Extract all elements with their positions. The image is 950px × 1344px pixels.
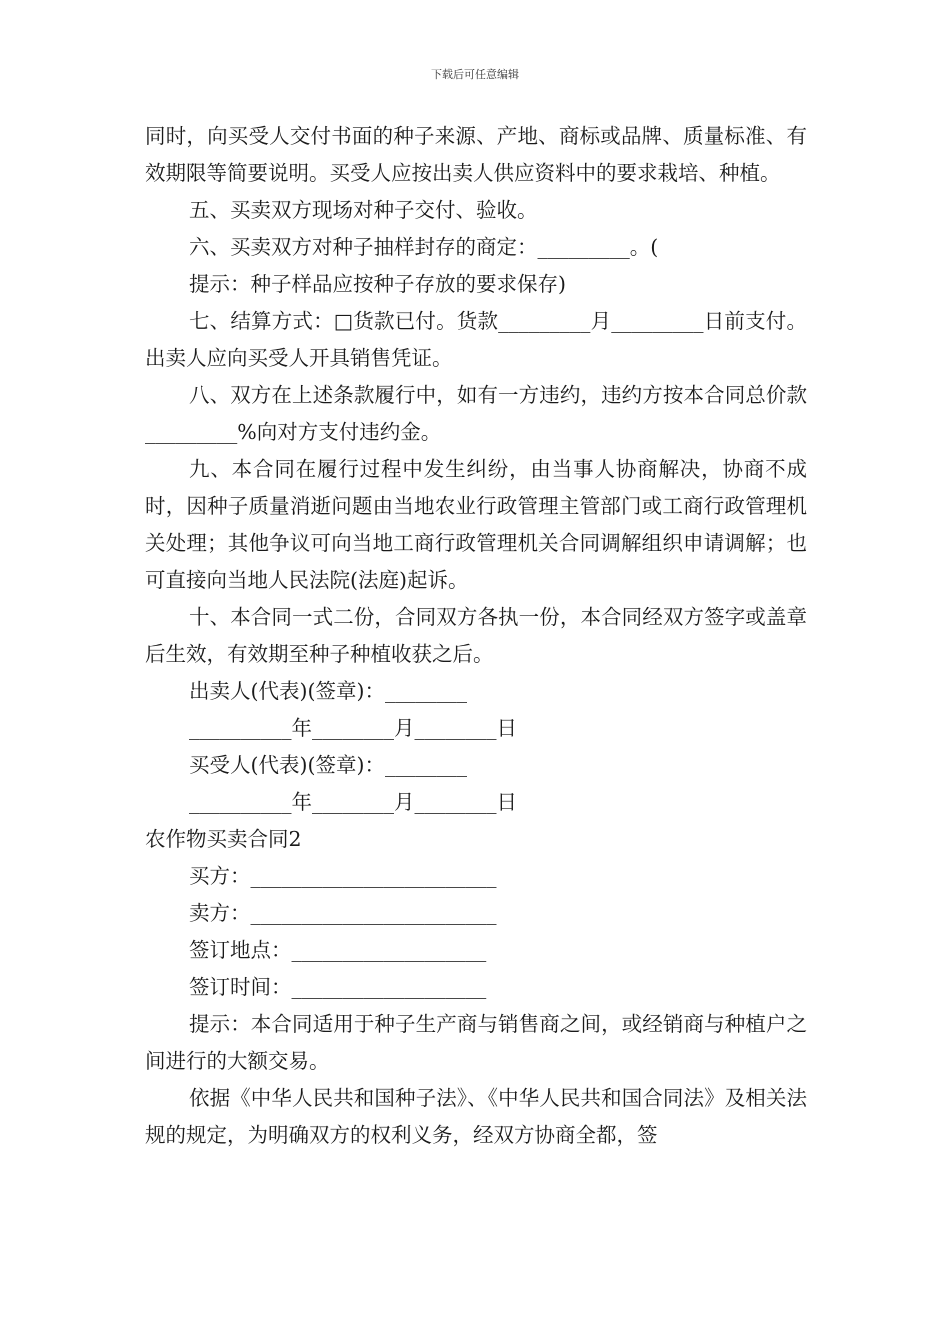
clause-5: 五、买卖双方现场对种子交付、验收。: [189, 198, 538, 222]
seller-date-line: __________年________月________日: [189, 716, 517, 740]
contract-2-hint: 提示：本合同适用于种子生产商与销售商之间，或经销商与种植户之间进行的大额交易。: [145, 1012, 807, 1073]
clause-9: 九、本合同在履行过程中发生纠纷，由当事人协商解决，协商不成时，因种子质量消逝问题由当地农业行政管理主管部门或工商行政管理机关处理；其他争议可向当地工商行政管理机关合同调解组织申请调解；也可直接向当地人民法院(法庭)起诉。: [145, 457, 807, 592]
clause-6: 六、买卖双方对种子抽样封存的商定：_________。(: [189, 235, 659, 259]
contract-2-basis: 依据《中华人民共和国种子法》、《中华人民共和国合同法》及相关法规的规定，为明确双方的权利义务，经双方协商全都，签: [145, 1086, 807, 1147]
paragraph-intro: 同时，向买受人交付书面的种子来源、产地、商标或品牌、质量标准、有效期限等简要说明。买受人应按出卖人供应资料中的要求栽培、种植。: [145, 124, 807, 185]
contract-2-title: 农作物买卖合同2: [145, 827, 302, 851]
clause-7: 七、结算方式：□货款已付。货款_________月_________日前支付。出卖人应向买受人开具销售凭证。: [145, 309, 807, 370]
clause-10: 十、本合同一式二份，合同双方各执一份，本合同经双方签字或盖章后生效，有效期至种子种植收获之后。: [145, 605, 807, 666]
buyer-signature-line: 买受人(代表)(签章)：________: [189, 753, 467, 777]
signing-time-field: 签订时间：___________________: [189, 975, 487, 999]
clause-6-hint: 提示：种子样品应按种子存放的要求保存): [189, 272, 566, 296]
header-note: 下载后可任意编辑: [431, 68, 519, 81]
clause-8: 八、双方在上述条款履行中，如有一方违约，违约方按本合同总价款_________%向对方支付违约金。: [145, 383, 807, 444]
seller-field: 卖方：________________________: [189, 901, 497, 925]
document-body: [145, 118, 807, 1154]
buyer-field: 买方：________________________: [189, 864, 497, 888]
buyer-date-line: __________年________月________日: [189, 790, 517, 814]
signing-place-field: 签订地点：___________________: [189, 938, 487, 962]
seller-signature-line: 出卖人(代表)(签章)：________: [189, 679, 467, 703]
